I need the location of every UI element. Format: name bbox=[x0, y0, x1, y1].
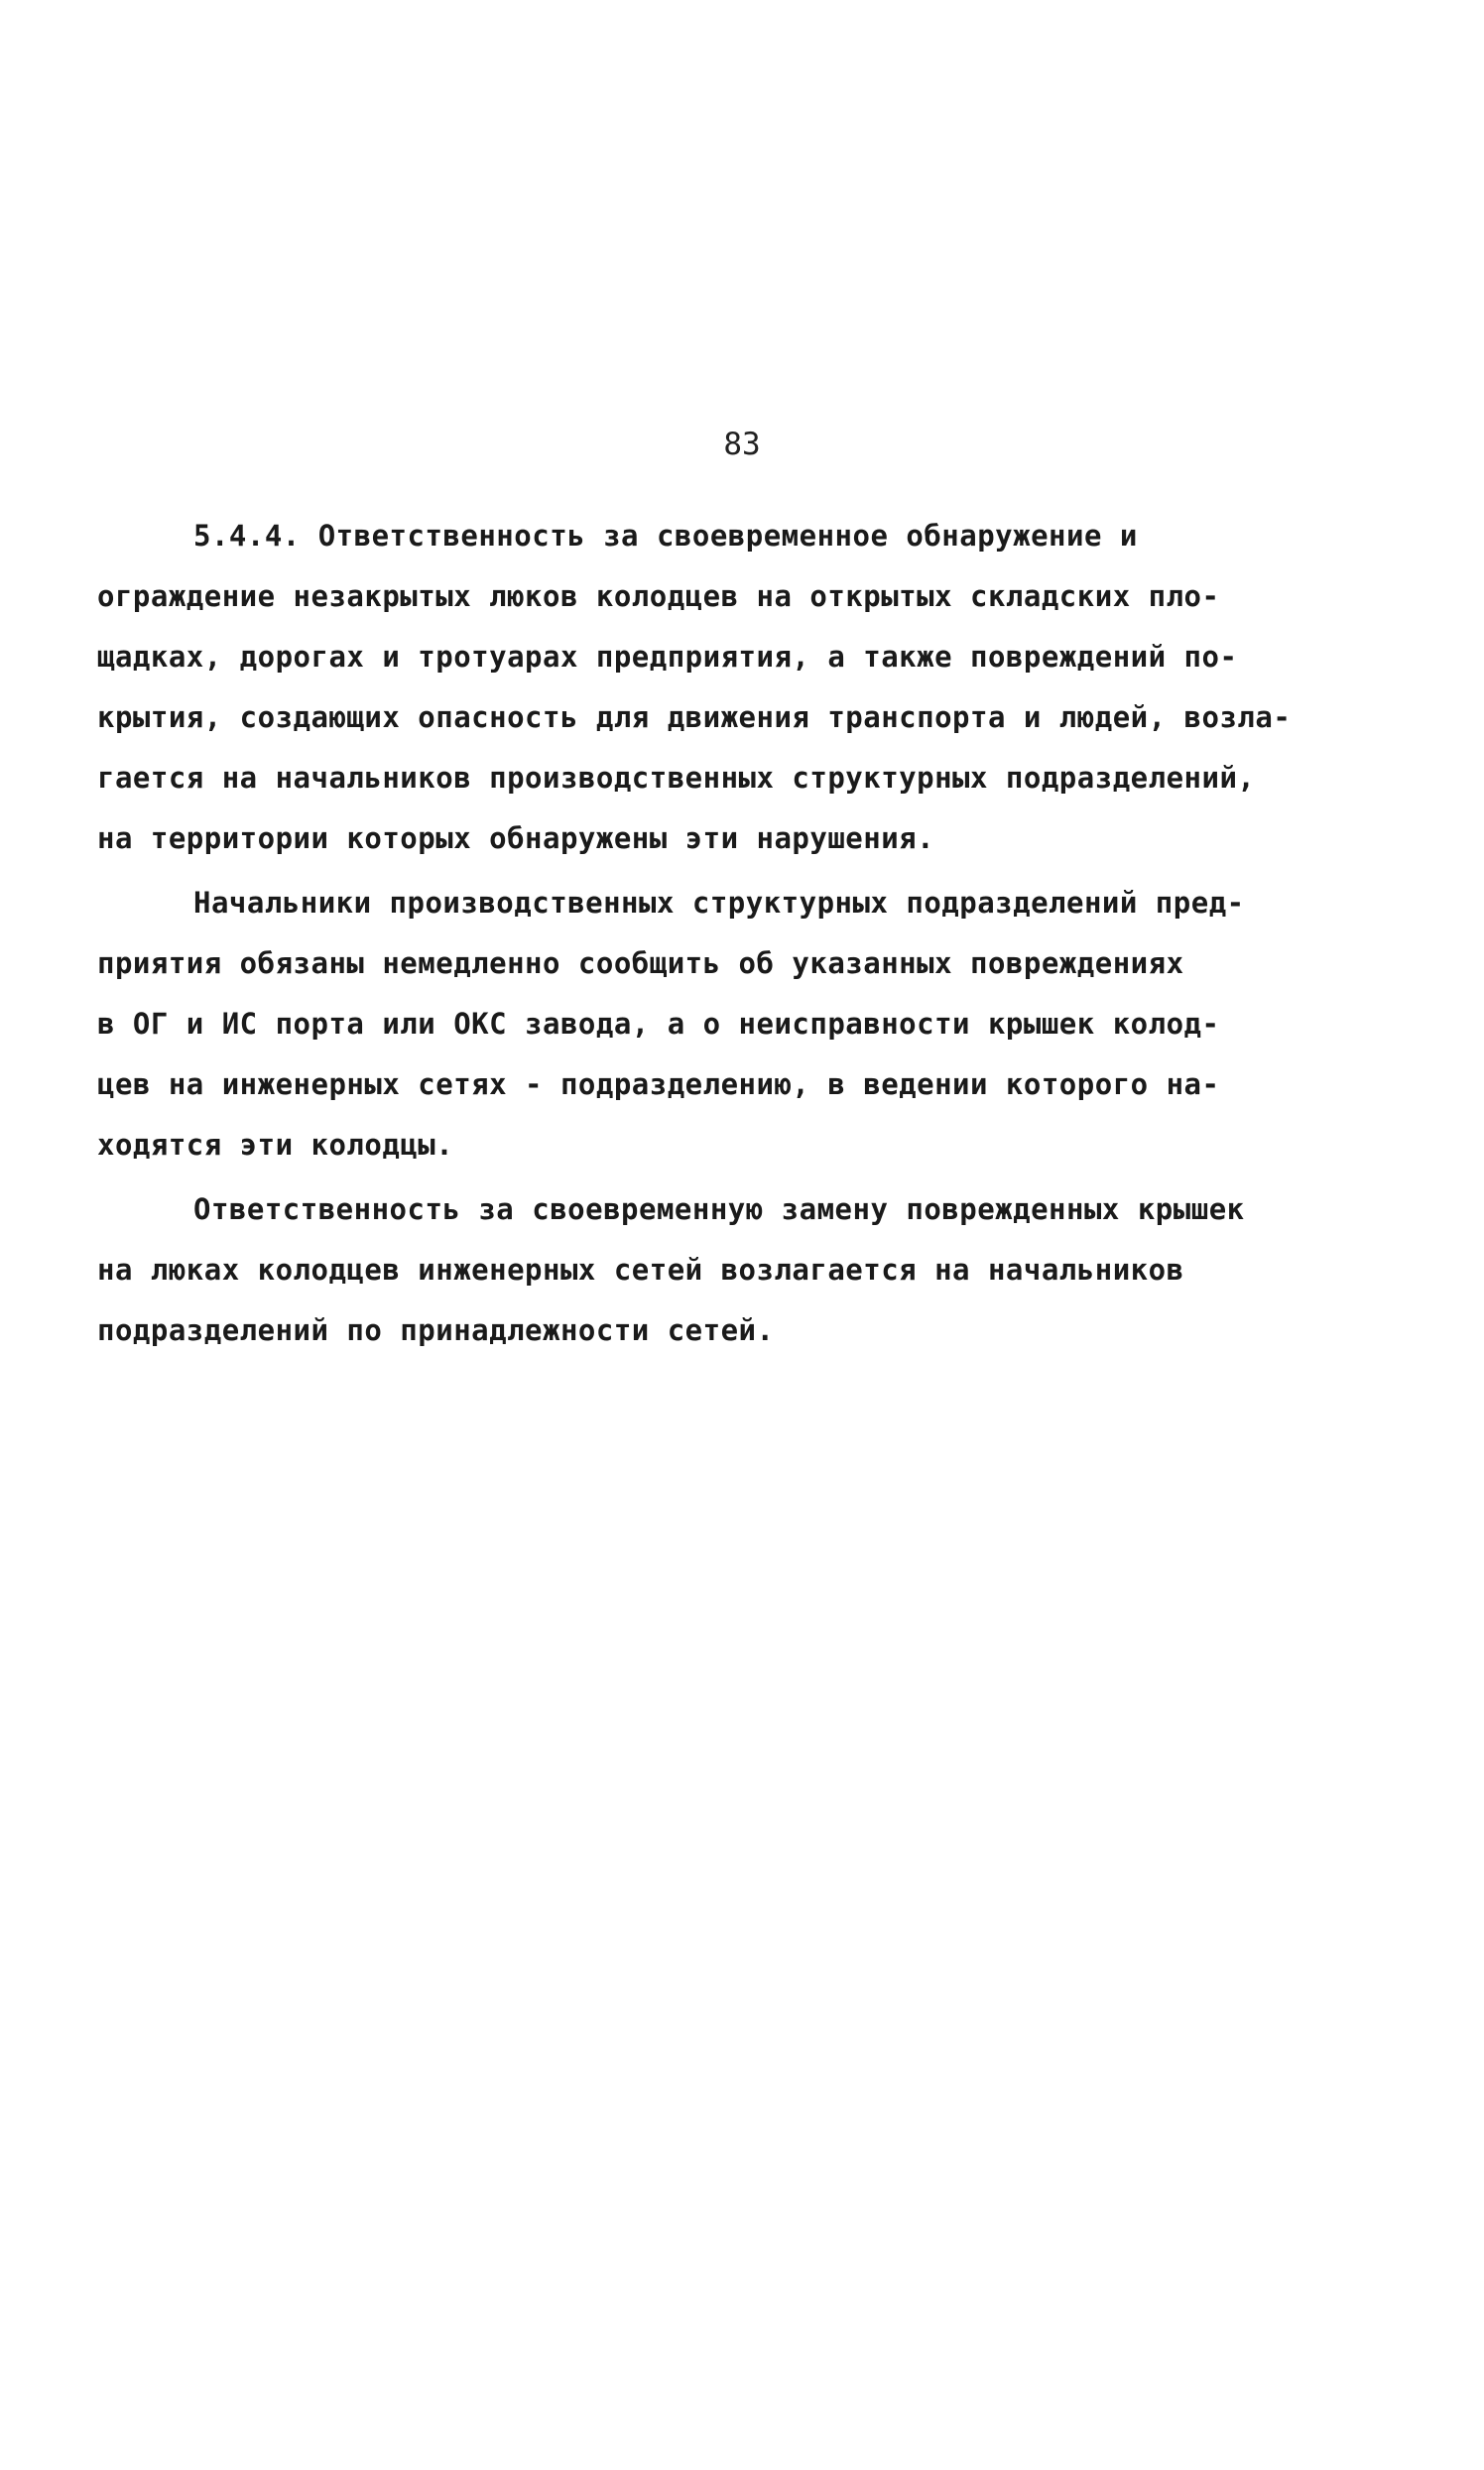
text-line: на люках колодцев инженерных сетей возлагается на начальников bbox=[97, 1253, 1184, 1287]
text-line: гается на начальников производственных структурных подразделений, bbox=[97, 761, 1256, 795]
document-body bbox=[97, 506, 1387, 1361]
text-line: ходятся эти колодцы. bbox=[97, 1128, 454, 1162]
text-line: Ответственность за своевременную замену поврежденных крышек bbox=[193, 1192, 1245, 1226]
text-line: цев на инженерных сетях - подразделению, в ведении которого на- bbox=[97, 1067, 1220, 1101]
text-line: 5.4.4. Ответственность за своевременное обнаружение и bbox=[193, 519, 1138, 553]
text-line: Начальники производственных структурных подразделений пред- bbox=[193, 886, 1245, 920]
paragraph-heads-report bbox=[97, 873, 1387, 1175]
text-line: на территории которых обнаружены эти нарушения. bbox=[97, 821, 935, 855]
text-line: ограждение незакрытых люков колодцев на открытых складских пло- bbox=[97, 579, 1220, 613]
paragraph-cover-replacement bbox=[97, 1179, 1387, 1361]
paragraph-responsibility-hatches bbox=[97, 506, 1387, 869]
text-line: щадках, дорогах и тротуарах предприятия, а также повреждений по- bbox=[97, 640, 1238, 674]
page-number: 83 bbox=[723, 427, 761, 462]
text-line: крытия, создающих опасность для движения транспорта и людей, возла- bbox=[97, 700, 1292, 734]
text-line: приятия обязаны немедленно сообщить об указанных повреждениях bbox=[97, 946, 1184, 980]
text-line: в ОГ и ИС порта или ОКС завода, а о неисправности крышек колод- bbox=[97, 1007, 1220, 1041]
text-line: подразделений по принадлежности сетей. bbox=[97, 1313, 775, 1347]
